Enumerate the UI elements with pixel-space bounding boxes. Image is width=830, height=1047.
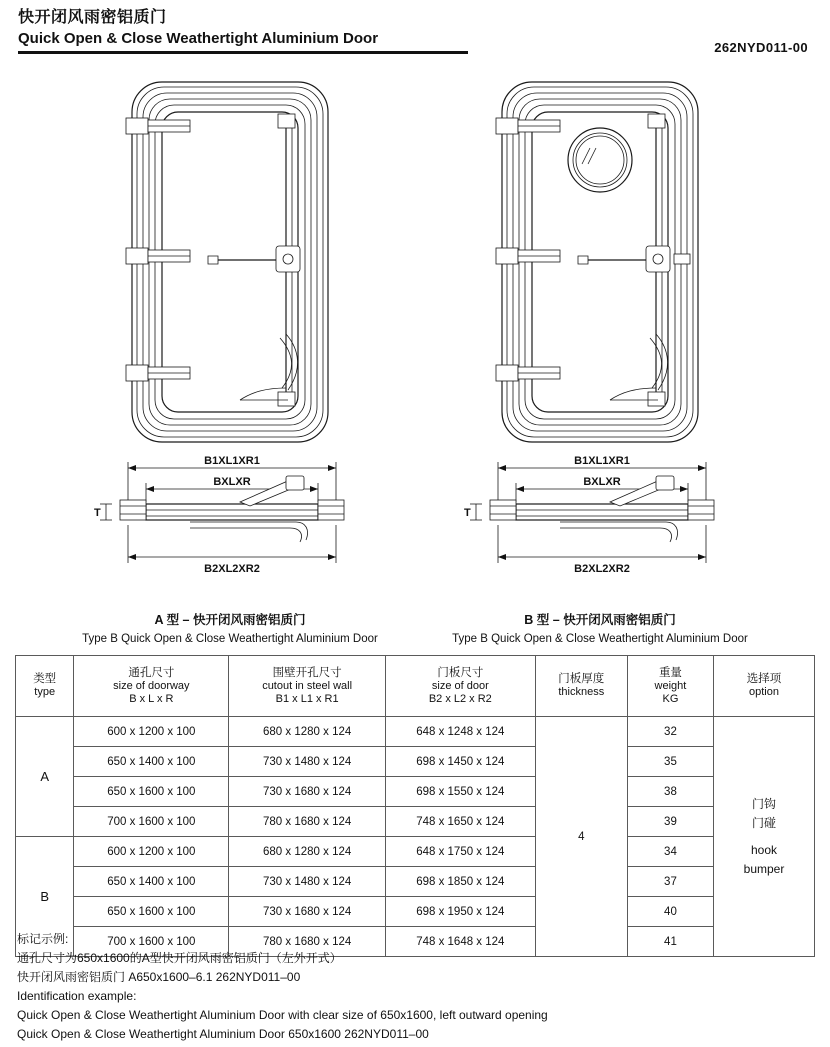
cell-weight: 34 bbox=[627, 837, 713, 867]
drawing-type-b bbox=[460, 70, 820, 615]
footer-line-5: Quick Open & Close Weathertight Aluminium Door with clear size of 650x1600, left outward opening bbox=[17, 1008, 548, 1022]
thickness-marker bbox=[464, 504, 482, 520]
header-type: 类型 type bbox=[16, 656, 74, 717]
caption-left-cn: A 型 – 快开闭风雨密铝质门 bbox=[154, 613, 306, 627]
dim-blr: BXLXR bbox=[213, 476, 251, 488]
cell-cutout: 780 x 1680 x 124 bbox=[229, 927, 386, 957]
cell-weight: 39 bbox=[627, 807, 713, 837]
cell-cutout: 730 x 1480 x 124 bbox=[229, 867, 386, 897]
hinge-group bbox=[496, 118, 560, 381]
title-underline bbox=[18, 51, 468, 54]
table-row bbox=[16, 717, 815, 747]
cell-doorway: 650 x 1600 x 100 bbox=[74, 777, 229, 807]
dim-blr: BXLXR bbox=[583, 476, 621, 488]
section-view bbox=[94, 476, 344, 575]
footer-line-2: 通孔尺寸为650x1600的A型快开闭风雨密铝质门（左外开式） bbox=[17, 951, 342, 965]
table-header-row bbox=[16, 656, 815, 717]
drawings-area bbox=[0, 70, 830, 645]
footer-line-1: 标记示例: bbox=[17, 932, 69, 946]
dim-thickness: T bbox=[94, 507, 101, 519]
header-weight: 重量 weight KG bbox=[627, 656, 713, 717]
cell-door: 648 x 1248 x 124 bbox=[385, 717, 535, 747]
header-doorway: 通孔尺寸 size of doorway B x L x R bbox=[74, 656, 229, 717]
cell-doorway: 700 x 1600 x 100 bbox=[74, 807, 229, 837]
cell-type-b: B bbox=[16, 837, 74, 957]
caption-right-en: Type B Quick Open & Close Weathertight Aluminium Door bbox=[452, 633, 748, 645]
table-row bbox=[16, 807, 815, 837]
caption-left-en: Type B Quick Open & Close Weathertight Aluminium Door bbox=[82, 633, 378, 645]
dim-b1l1r1: B1XL1XR1 bbox=[204, 455, 260, 467]
title-english: Quick Open & Close Weathertight Aluminium Door bbox=[18, 30, 379, 47]
cell-doorway: 600 x 1200 x 100 bbox=[74, 717, 229, 747]
footer-line-4: Identification example: bbox=[17, 989, 137, 1003]
sheet-header bbox=[18, 8, 468, 54]
table-row bbox=[16, 747, 815, 777]
cell-doorway: 700 x 1600 x 100 bbox=[74, 927, 229, 957]
thickness-marker bbox=[94, 504, 112, 520]
section-view bbox=[464, 476, 714, 575]
dim-thickness: T bbox=[464, 507, 471, 519]
cell-cutout: 730 x 1680 x 124 bbox=[229, 777, 386, 807]
cell-option: 门钩 门碰 hook bumper bbox=[713, 717, 814, 957]
dim-b2l2r2: B2XL2XR2 bbox=[574, 563, 630, 575]
table-row bbox=[16, 837, 815, 867]
caption-left bbox=[50, 610, 410, 645]
document-code: 262NYD011-00 bbox=[714, 40, 808, 55]
dim-b1l1r1: B1XL1XR1 bbox=[574, 455, 630, 467]
identification-example bbox=[17, 930, 548, 1044]
cell-doorway: 650 x 1400 x 100 bbox=[74, 747, 229, 777]
cell-weight: 41 bbox=[627, 927, 713, 957]
cell-door: 698 x 1850 x 124 bbox=[385, 867, 535, 897]
dim-b2l2r2: B2XL2XR2 bbox=[204, 563, 260, 575]
porthole-window bbox=[568, 128, 632, 192]
cell-doorway: 600 x 1200 x 100 bbox=[74, 837, 229, 867]
cell-door: 748 x 1650 x 124 bbox=[385, 807, 535, 837]
header-cutout: 围壁开孔尺寸 cutout in steel wall B1 x L1 x R1 bbox=[229, 656, 386, 717]
table-row bbox=[16, 867, 815, 897]
cell-cutout: 730 x 1680 x 124 bbox=[229, 897, 386, 927]
specification-table bbox=[15, 655, 815, 957]
cell-weight: 32 bbox=[627, 717, 713, 747]
footer-line-6: Quick Open & Close Weathertight Aluminium Door 650x1600 262NYD011–00 bbox=[17, 1027, 429, 1041]
cell-cutout: 680 x 1280 x 124 bbox=[229, 837, 386, 867]
cell-door: 698 x 1450 x 124 bbox=[385, 747, 535, 777]
cell-weight: 40 bbox=[627, 897, 713, 927]
cell-thickness: 4 bbox=[535, 717, 627, 957]
header-thickness: 门板厚度 thickness bbox=[535, 656, 627, 717]
cell-cutout: 780 x 1680 x 124 bbox=[229, 807, 386, 837]
header-option: 选择项 option bbox=[713, 656, 814, 717]
caption-right bbox=[420, 610, 780, 645]
cell-cutout: 730 x 1480 x 124 bbox=[229, 747, 386, 777]
cell-weight: 38 bbox=[627, 777, 713, 807]
cell-door: 698 x 1950 x 124 bbox=[385, 897, 535, 927]
table-row bbox=[16, 897, 815, 927]
caption-right-cn: B 型 – 快开闭风雨密铝质门 bbox=[524, 613, 676, 627]
cell-type-a: A bbox=[16, 717, 74, 837]
cell-weight: 35 bbox=[627, 747, 713, 777]
cell-doorway: 650 x 1400 x 100 bbox=[74, 867, 229, 897]
title-chinese: 快开闭风雨密铝质门 bbox=[18, 9, 167, 26]
quick-acting-mechanism bbox=[208, 114, 300, 406]
cell-cutout: 680 x 1280 x 124 bbox=[229, 717, 386, 747]
table-row bbox=[16, 777, 815, 807]
cell-door: 648 x 1750 x 124 bbox=[385, 837, 535, 867]
cell-doorway: 650 x 1600 x 100 bbox=[74, 897, 229, 927]
quick-acting-mechanism bbox=[578, 114, 690, 406]
cell-door: 748 x 1648 x 124 bbox=[385, 927, 535, 957]
hinge-group bbox=[126, 118, 190, 381]
cell-door: 698 x 1550 x 124 bbox=[385, 777, 535, 807]
cell-weight: 37 bbox=[627, 867, 713, 897]
footer-line-3: 快开闭风雨密铝质门 A650x1600–6.1 262NYD011–00 bbox=[17, 970, 301, 984]
drawing-type-a bbox=[90, 70, 450, 615]
header-door: 门板尺寸 size of door B2 x L2 x R2 bbox=[385, 656, 535, 717]
